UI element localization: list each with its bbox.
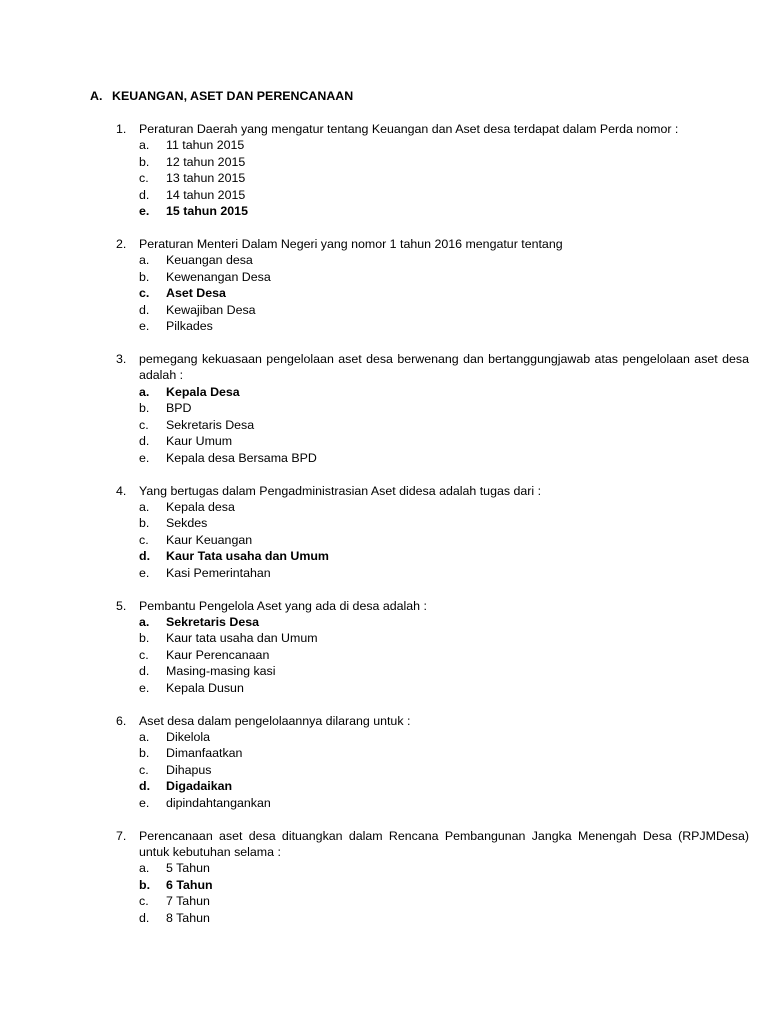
question-number: 6. bbox=[116, 713, 127, 728]
option-letter: a. bbox=[139, 253, 150, 268]
option-letter: d. bbox=[139, 779, 151, 794]
option-text: 7 Tahun bbox=[166, 894, 210, 909]
option-letter: e. bbox=[139, 319, 150, 334]
option-text: Kaur Tata usaha dan Umum bbox=[166, 549, 329, 564]
option-item-correct bbox=[116, 285, 749, 301]
option-text: Kewenangan Desa bbox=[166, 269, 271, 284]
option-text: Sekretaris Desa bbox=[166, 614, 259, 629]
option-text: BPD bbox=[166, 401, 192, 416]
option-letter: b. bbox=[139, 401, 150, 416]
option-item bbox=[116, 417, 749, 433]
option-letter: b. bbox=[139, 631, 150, 646]
option-item bbox=[116, 630, 749, 646]
option-item bbox=[116, 565, 749, 581]
question-row bbox=[116, 598, 749, 614]
question-text: Aset desa dalam pengelolaannya dilarang untuk : bbox=[139, 713, 411, 728]
question-text: Pembantu Pengelola Aset yang ada di desa adalah : bbox=[139, 598, 427, 613]
option-text: Aset Desa bbox=[166, 286, 226, 301]
section-label: A. bbox=[90, 89, 103, 103]
question-6 bbox=[116, 713, 749, 811]
option-list bbox=[116, 860, 749, 926]
option-letter: e. bbox=[139, 795, 150, 810]
option-letter: d. bbox=[139, 664, 150, 679]
question-row bbox=[116, 236, 749, 252]
option-letter: a. bbox=[139, 138, 150, 153]
option-item-correct bbox=[116, 614, 749, 630]
option-text: Kaur tata usaha dan Umum bbox=[166, 631, 318, 646]
option-text: 15 tahun 2015 bbox=[166, 204, 248, 219]
option-item bbox=[116, 680, 749, 696]
option-text: 6 Tahun bbox=[166, 877, 213, 892]
section-heading bbox=[90, 88, 353, 104]
question-7 bbox=[116, 828, 749, 926]
option-letter: b. bbox=[139, 746, 150, 761]
question-4 bbox=[116, 483, 749, 581]
option-item-correct bbox=[116, 877, 749, 893]
option-item bbox=[116, 187, 749, 203]
option-item bbox=[116, 893, 749, 909]
option-list bbox=[116, 137, 749, 219]
option-text: Sekdes bbox=[166, 516, 208, 531]
option-item bbox=[116, 745, 749, 761]
option-text: Pilkades bbox=[166, 319, 213, 334]
question-row bbox=[116, 483, 749, 499]
question-row bbox=[116, 121, 749, 137]
option-letter: a. bbox=[139, 384, 150, 399]
option-letter: e. bbox=[139, 204, 150, 219]
option-letter: e. bbox=[139, 450, 150, 465]
section-title: KEUANGAN, ASET DAN PERENCANAAN bbox=[112, 89, 354, 103]
option-item bbox=[116, 318, 749, 334]
option-text: Kasi Pemerintahan bbox=[166, 565, 271, 580]
option-list bbox=[116, 384, 749, 466]
question-number: 3. bbox=[116, 352, 127, 367]
option-text: Sekretaris Desa bbox=[166, 417, 255, 432]
option-text: Kaur Keuangan bbox=[166, 532, 253, 547]
option-text: Kepala Desa bbox=[166, 384, 240, 399]
option-text: Kepala Dusun bbox=[166, 680, 244, 695]
option-text: Kepala desa Bersama BPD bbox=[166, 450, 317, 465]
option-text: dipindahtangankan bbox=[166, 795, 271, 810]
option-item bbox=[116, 515, 749, 531]
question-number: 5. bbox=[116, 598, 127, 613]
question-2 bbox=[116, 236, 749, 334]
question-row bbox=[116, 828, 749, 861]
option-item bbox=[116, 170, 749, 186]
option-item bbox=[116, 729, 749, 745]
option-letter: c. bbox=[139, 647, 149, 662]
option-text: 8 Tahun bbox=[166, 910, 210, 925]
option-item bbox=[116, 532, 749, 548]
option-item bbox=[116, 302, 749, 318]
option-text: Kewajiban Desa bbox=[166, 302, 256, 317]
question-number: 1. bbox=[116, 122, 127, 136]
question-row bbox=[116, 713, 749, 729]
option-item bbox=[116, 400, 749, 416]
question-text: Peraturan Daerah yang mengatur tentang Keuangan dan Aset desa terdapat dalam Perda nomor : bbox=[139, 122, 679, 136]
question-text: Yang bertugas dalam Pengadministrasian Aset didesa adalah tugas dari : bbox=[139, 483, 542, 498]
question-text: Perencanaan aset desa dituangkan dalam Rencana Pembangunan Jangka Menengah Desa (RPJMDesa) untuk kebutuhan selama : bbox=[139, 828, 749, 859]
option-text: 11 tahun 2015 bbox=[166, 138, 245, 153]
option-letter: e. bbox=[139, 680, 150, 695]
option-letter: a. bbox=[139, 861, 150, 876]
question-5 bbox=[116, 598, 749, 696]
option-letter: c. bbox=[139, 417, 149, 432]
question-number: 7. bbox=[116, 828, 127, 843]
option-letter: c. bbox=[139, 286, 150, 301]
option-text: 13 tahun 2015 bbox=[166, 171, 246, 186]
option-letter: a. bbox=[139, 729, 150, 744]
option-letter: b. bbox=[139, 516, 150, 531]
option-item bbox=[116, 647, 749, 663]
question-3 bbox=[116, 351, 749, 466]
option-item bbox=[116, 154, 749, 170]
option-letter: d. bbox=[139, 434, 150, 449]
option-text: Dikelola bbox=[166, 729, 211, 744]
question-number: 4. bbox=[116, 483, 127, 498]
option-item-correct bbox=[116, 203, 749, 219]
option-text: Kaur Umum bbox=[166, 434, 233, 449]
option-list bbox=[116, 614, 749, 696]
option-item-correct bbox=[116, 548, 749, 564]
option-list bbox=[116, 729, 749, 811]
option-letter: d. bbox=[139, 910, 150, 925]
option-item bbox=[116, 269, 749, 285]
option-item bbox=[116, 450, 749, 466]
option-text: Dihapus bbox=[166, 762, 212, 777]
option-letter: a. bbox=[139, 499, 150, 514]
question-row bbox=[116, 351, 749, 384]
option-letter: b. bbox=[139, 269, 150, 284]
option-item bbox=[116, 860, 749, 876]
question-number: 2. bbox=[116, 237, 127, 252]
option-letter: c. bbox=[139, 532, 149, 547]
option-letter: a. bbox=[139, 614, 150, 629]
option-letter: c. bbox=[139, 894, 149, 909]
option-item-correct bbox=[116, 384, 749, 400]
option-letter: c. bbox=[139, 171, 149, 186]
option-item bbox=[116, 252, 749, 268]
option-text: Digadaikan bbox=[166, 779, 233, 794]
option-item bbox=[116, 795, 749, 811]
option-text: 12 tahun 2015 bbox=[166, 154, 246, 169]
question-list bbox=[116, 121, 749, 943]
option-letter: b. bbox=[139, 154, 150, 169]
option-item bbox=[116, 663, 749, 679]
option-letter: d. bbox=[139, 549, 151, 564]
option-item bbox=[116, 499, 749, 515]
option-text: Dimanfaatkan bbox=[166, 746, 243, 761]
option-text: Kaur Perencanaan bbox=[166, 647, 270, 662]
option-item bbox=[116, 137, 749, 153]
option-list bbox=[116, 252, 749, 334]
option-text: 5 Tahun bbox=[166, 861, 210, 876]
option-letter: d. bbox=[139, 302, 150, 317]
option-item bbox=[116, 910, 749, 926]
option-letter: b. bbox=[139, 877, 151, 892]
option-text: Masing-masing kasi bbox=[166, 664, 276, 679]
question-text: Peraturan Menteri Dalam Negeri yang nomor 1 tahun 2016 mengatur tentang bbox=[139, 237, 563, 252]
option-text: Keuangan desa bbox=[166, 253, 253, 268]
option-letter: c. bbox=[139, 762, 149, 777]
option-item bbox=[116, 762, 749, 778]
question-text: pemegang kekuasaan pengelolaan aset desa berwenang dan bertanggungjawab atas pengelolaan aset desa adalah : bbox=[139, 352, 749, 383]
option-item-correct bbox=[116, 778, 749, 794]
option-letter: d. bbox=[139, 187, 150, 202]
option-list bbox=[116, 499, 749, 581]
option-text: 14 tahun 2015 bbox=[166, 187, 246, 202]
option-letter: e. bbox=[139, 565, 150, 580]
option-item bbox=[116, 433, 749, 449]
question-1 bbox=[116, 121, 749, 219]
option-text: Kepala desa bbox=[166, 499, 235, 514]
